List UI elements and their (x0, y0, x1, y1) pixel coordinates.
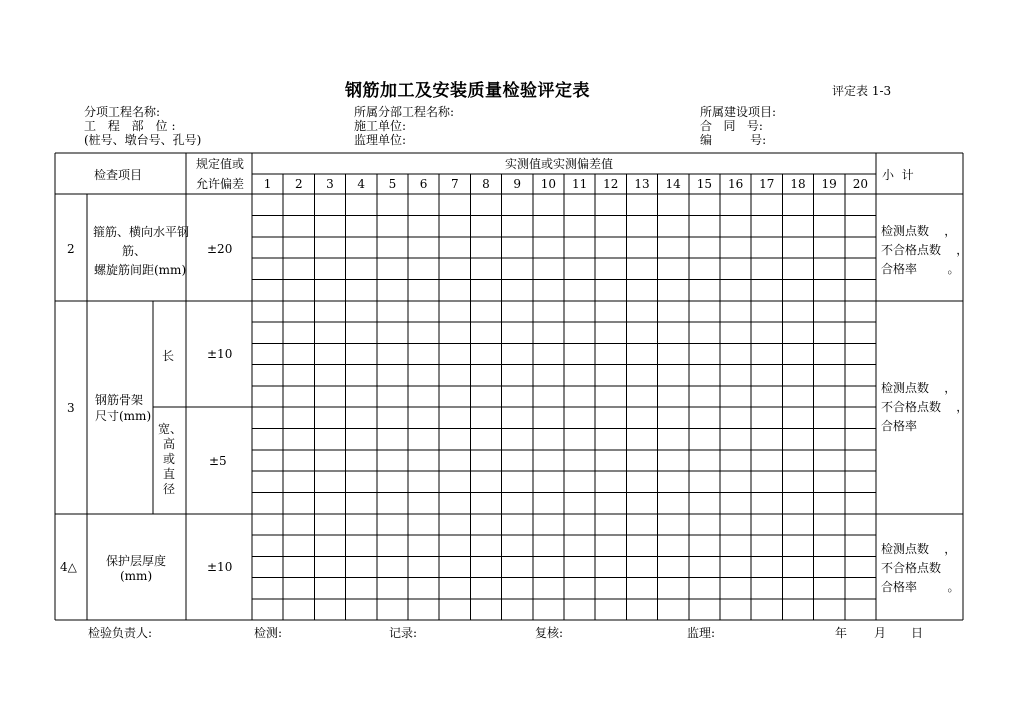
row4-sum-points: 检测点数 ， (881, 542, 957, 556)
column-number: 11 (571, 177, 588, 191)
row2-name-line1: 箍筋、横向水平钢 (93, 225, 190, 239)
row3-name-line2: 尺寸(mm) (95, 409, 152, 423)
footer-review: 复核: (535, 626, 564, 640)
column-number: 5 (388, 177, 397, 191)
row4-no: 4△ (60, 560, 77, 574)
row4-sum-rate: 合格率 。 (881, 580, 960, 594)
row3-sub-width: 宽、高或直径 (158, 422, 183, 496)
meta-contract-no: 合 同 号: (700, 119, 763, 133)
row2-spec: ±20 (207, 242, 233, 256)
meta-construction-project: 所属建设项目: (700, 105, 777, 119)
column-number: 8 (482, 177, 490, 191)
row4-name-line2: (mm) (120, 569, 153, 583)
header-check-item: 检查项目 (94, 168, 143, 182)
footer-supervisor: 监理: (687, 626, 716, 640)
row2-sum-fail: 不合格点数 ， (881, 243, 969, 257)
row2-sum-points: 检测点数 ， (881, 224, 957, 238)
column-number: 7 (450, 177, 459, 191)
meta-subitem-name: 分项工程名称: (84, 105, 161, 119)
column-number: 19 (821, 177, 837, 191)
row3-spec-length: ±10 (207, 347, 233, 361)
row2-sum-rate: 合格率 。 (881, 262, 960, 276)
form-title: 钢筋加工及安装质量检验评定表 (345, 81, 590, 101)
column-number: 9 (513, 177, 521, 191)
row2-no: 2 (67, 242, 75, 256)
meta-parent-project: 所属分部工程名称: (354, 105, 455, 119)
row3-spec-width: ±5 (209, 454, 227, 468)
meta-project-part: 工 程 部 位: (84, 119, 180, 133)
header-spec-line1: 规定值或 (196, 157, 245, 171)
meta-station: (桩号、墩台号、孔号) (84, 133, 202, 147)
row3-sum-rate: 合格率 (881, 419, 918, 433)
column-number: 15 (696, 177, 713, 191)
header-measured: 实测值或实测偏差值 (505, 157, 614, 171)
row3-sum-fail: 不合格点数 ， (881, 400, 969, 414)
column-number: 14 (665, 177, 681, 191)
footer-check: 检测: (254, 626, 283, 640)
meta-serial-no: 编 号: (700, 133, 767, 147)
form-code: 评定表 1-3 (832, 84, 892, 98)
column-number: 2 (294, 177, 303, 191)
footer-inspector: 检验负责人: (88, 626, 153, 640)
column-number: 1 (263, 177, 272, 191)
header-subtotal: 小 计 (882, 168, 914, 182)
footer-month: 月 (874, 626, 887, 640)
column-number: 6 (419, 177, 428, 191)
meta-contractor: 施工单位: (354, 119, 407, 133)
column-number: 20 (852, 177, 869, 191)
column-number: 16 (727, 177, 744, 191)
row3-sum-points: 检测点数 ， (881, 381, 957, 395)
row4-sum-fail: 不合格点数 (881, 561, 942, 575)
column-number: 3 (326, 177, 334, 191)
meta-supervisor-unit: 监理单位: (354, 133, 407, 147)
column-number: 13 (634, 177, 650, 191)
header-spec-line2: 允许偏差 (196, 177, 245, 191)
row2-name-line2: 筋、 (122, 244, 147, 258)
footer-day: 日 (911, 626, 924, 640)
column-number: 17 (759, 177, 775, 191)
column-number: 4 (357, 177, 365, 191)
row4-name-line1: 保护层厚度 (106, 554, 167, 568)
row3-name-line1: 钢筋骨架 (95, 393, 144, 407)
footer-record: 记录: (389, 626, 418, 640)
row4-spec: ±10 (207, 560, 233, 574)
row3-no: 3 (67, 401, 75, 415)
row2-name-line3: 螺旋筋间距(mm) (94, 263, 187, 277)
column-number: 18 (790, 177, 806, 191)
column-number: 12 (603, 177, 619, 191)
footer-year: 年 (835, 626, 848, 640)
row3-sub-length: 长 (162, 349, 175, 363)
column-number: 10 (540, 177, 557, 191)
